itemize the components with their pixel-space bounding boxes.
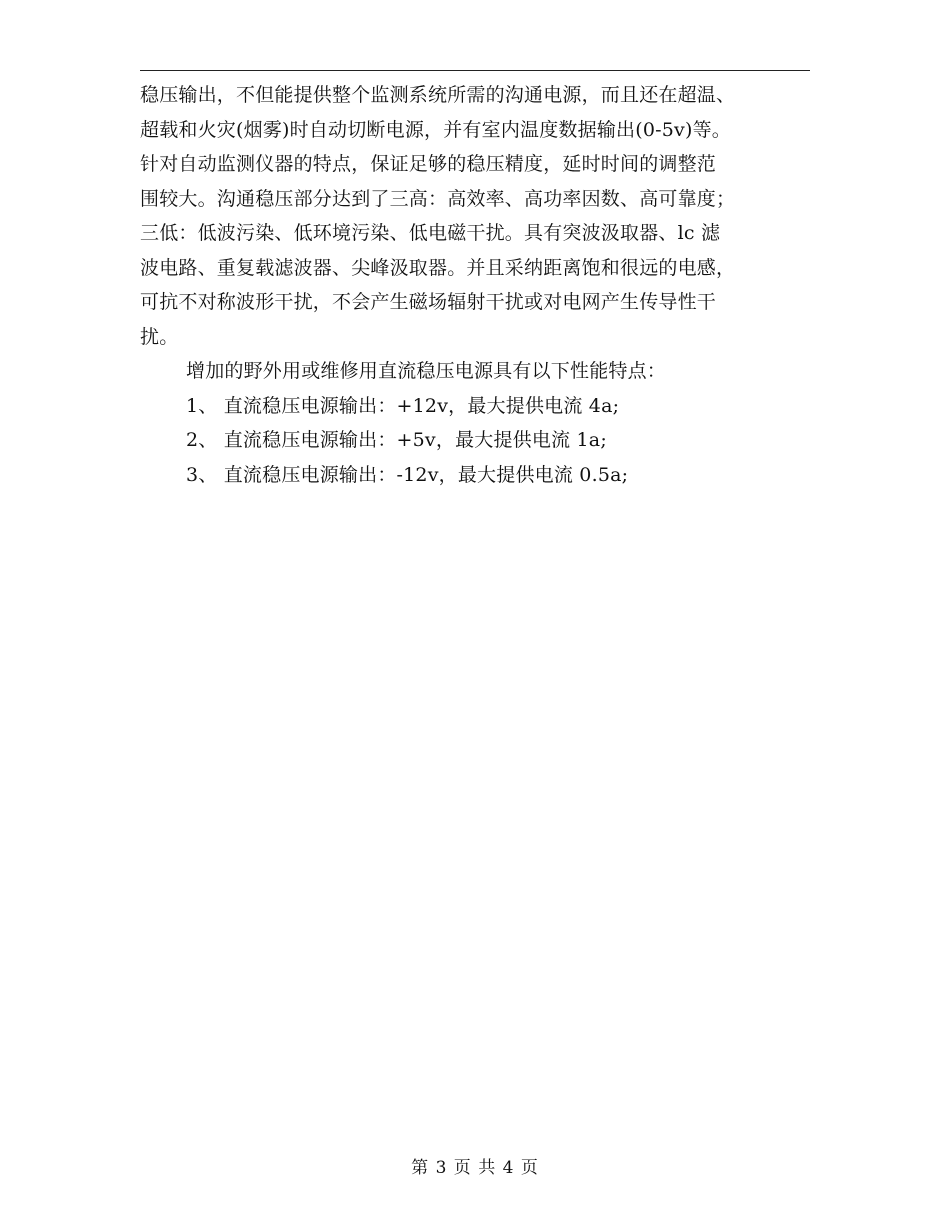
paragraph-line: 扰。: [140, 325, 179, 348]
paragraph-line: 波电路、重复载滤波器、尖峰汲取器。并且采纳距离饱和很远的电感，: [140, 256, 736, 279]
paragraph-line: 稳压输出，不但能提供整个监测系统所需的沟通电源，而且还在超温、: [140, 84, 736, 106]
list-item: 3、 直流稳压电源输出：-12v，最大提供电流 0.5a;: [186, 463, 629, 486]
paragraph-line: 三低：低波污染、低环境污染、低电磁干扰。具有突波汲取器、lc 滤: [140, 222, 721, 244]
paragraph-line: 可抗不对称波形干扰，不会产生磁场辐射干扰或对电网产生传导性干: [140, 291, 717, 313]
paragraph-line: 超载和火灾(烟雾)时自动切断电源，并有室内温度数据输出(0-5v)等。: [140, 118, 731, 141]
header-rule: [140, 70, 810, 71]
page-number-footer: 第 3 页 共 4 页: [411, 1158, 539, 1178]
list-item: 2、 直流稳压电源输出：+5v，最大提供电流 1a;: [186, 429, 607, 451]
paragraph-line: 针对自动监测仪器的特点，保证足够的稳压精度，延时时间的调整范: [140, 153, 717, 175]
paragraph-line: 围较大。沟通稳压部分达到了三高：高效率、高功率因数、高可靠度；: [140, 187, 736, 210]
body-text: [140, 78, 810, 492]
list-item: 1、 直流稳压电源输出：+12v，最大提供电流 4a;: [186, 394, 620, 417]
intro-line: 增加的野外用或维修用直流稳压电源具有以下性能特点：: [186, 360, 667, 382]
